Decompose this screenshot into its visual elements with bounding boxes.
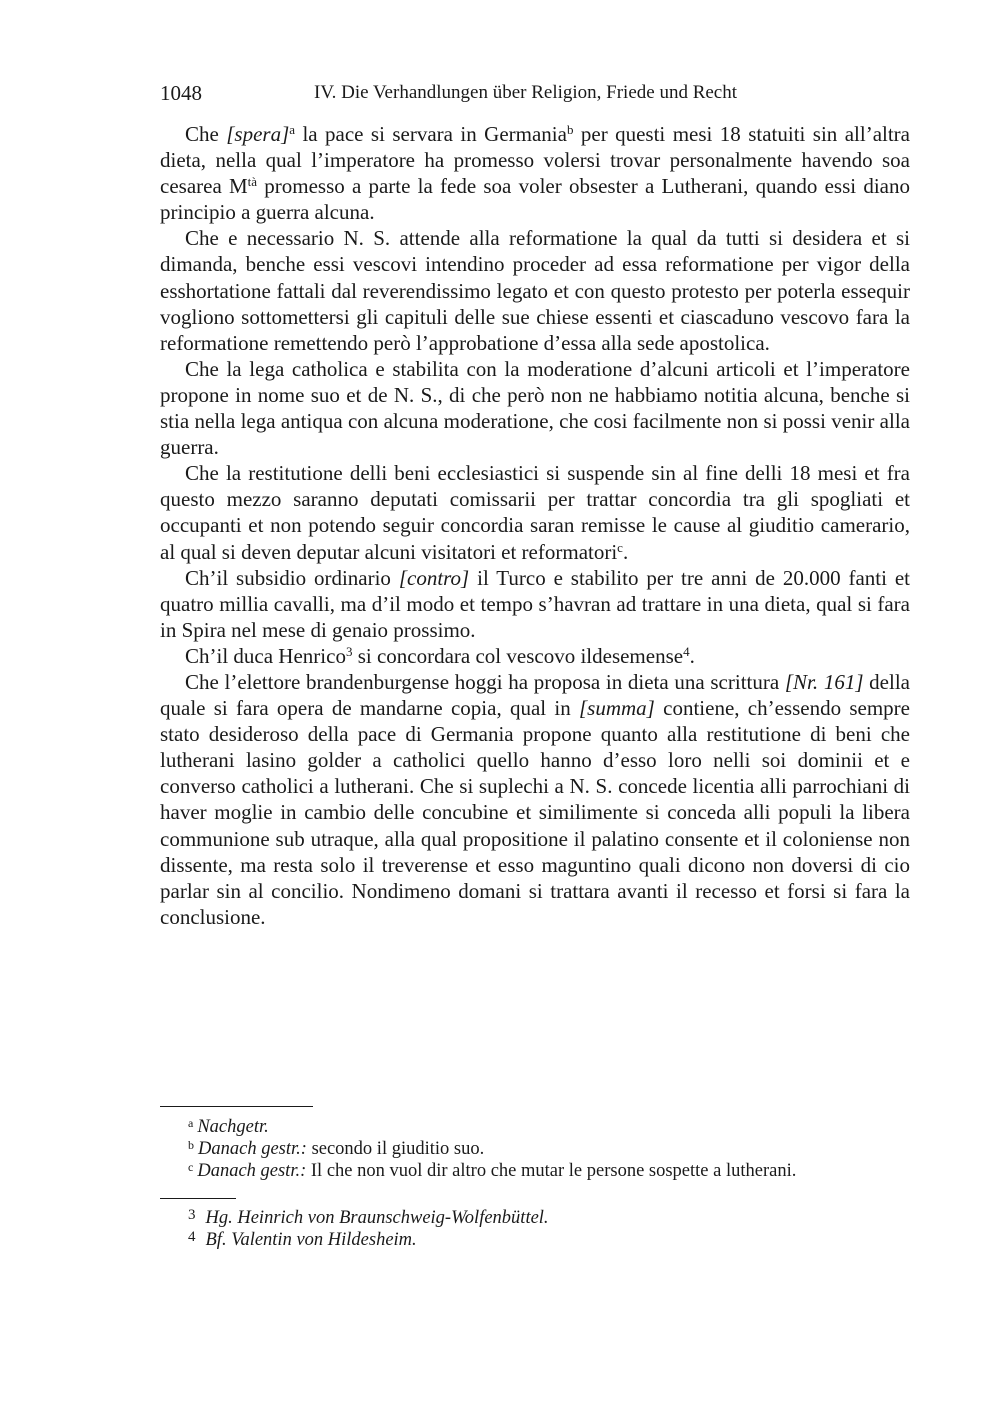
paragraph-2: Che e necessario N. S. attende alla reformatione la qual da tutti si desidera et si dimanda, benche essi vescovi intendino proceder ad essa reformatione per vigor della esshortatione fattali dal reverendissimo legato et con questo protesto per poterla essequir vogliono sottomettersi gli capituli delle sue chiese essenti et ciascaduno vescovo fara la reformatione remettendo però l’approbatione d’essa alla sede apostolica. bbox=[160, 226, 910, 355]
note-mark: b bbox=[188, 1138, 194, 1152]
text-run: si concordara col vescovo ildesemense bbox=[352, 643, 684, 668]
abbreviation-superscript: tà bbox=[247, 174, 258, 190]
footnote-divider bbox=[160, 1198, 236, 1199]
textual-note bbox=[188, 1134, 796, 1159]
text-run: la pace si servara in Germania bbox=[295, 122, 567, 146]
text-run: Che la restitutione delli beni ecclesiastici si suspende sin al fine delli 18 mesi et fra questo mezzo saranno deputati comissarii per trattar concordia tra gli spogliati et occupanti et non potendo seguir concordia saran remisse le cause al giuditio camerario, al qual si deven deputar alcuni visitatori et reformatori bbox=[160, 461, 910, 564]
note-italic: Nachgetr. bbox=[197, 1117, 269, 1137]
footnote-divider bbox=[160, 1106, 313, 1107]
note-italic: Bf. Valentin von Hildesheim. bbox=[205, 1230, 417, 1250]
note-text: secondo il giuditio suo. bbox=[306, 1139, 485, 1159]
note-italic: Danach gestr.: bbox=[197, 1161, 307, 1181]
paragraph-1 bbox=[160, 121, 910, 225]
textual-note bbox=[188, 1112, 796, 1137]
main-text bbox=[160, 121, 910, 930]
footnote-ref: 4 bbox=[683, 643, 690, 659]
textual-note bbox=[188, 1156, 797, 1181]
paragraph-3: Che la lega catholica e stabilita con la moderatione d’alcuni articoli et l’imperatore propone in nome suo et de N. S., di che però non ne habbiamo notitia alcuna, benche si stia nella lega antiqua con alcuna moderatione, che cosi facilmente non si possi venir alla guerra. bbox=[160, 356, 910, 460]
running-title: IV. Die Verhandlungen über Religion, Friede und Recht bbox=[314, 82, 738, 103]
note-mark: a bbox=[289, 122, 296, 137]
text-run: . bbox=[689, 643, 695, 668]
text-run: per questi mesi 18 statuiti sin all’altra dieta, nella qual l’imperatore ha promesso volersi trovar personalmente havendo soa cesarea M bbox=[160, 122, 910, 199]
text-run: della quale si fara opera de mandarne copia, qual in bbox=[160, 669, 910, 721]
textual-notes bbox=[188, 1112, 797, 1181]
editorial-insertion: [summa] bbox=[579, 696, 655, 721]
note-italic: Hg. Heinrich von Braunschweig-Wolfenbüttel. bbox=[205, 1208, 549, 1228]
footnote-ref: 3 bbox=[345, 643, 353, 659]
paragraph-4 bbox=[160, 460, 910, 564]
paragraph-6 bbox=[160, 643, 910, 669]
text-run: Che l’elettore brandenburgense hoggi ha proposa in dieta una scrittura bbox=[185, 669, 785, 694]
editorial-insertion: [spera] bbox=[226, 122, 290, 146]
text-run: Che bbox=[185, 122, 227, 146]
note-mark: c bbox=[617, 539, 623, 555]
text-run: il Turco e stabilito per tre anni de 20.000 fanti et quatro millia cavalli, ma d’il modo et tempo s’havran ad trattare in una dieta, qual si fara in Spira nel mese di genaio prossimo. bbox=[160, 565, 910, 642]
text-run: contiene, ch’essendo sempre stato desideroso della pace di Germania propone quanto alla restitutione di beni che lutherani lasino golder a catholici quello hanno d’esso loro nelli soi dominii et e converso catholici a lutherani. Che si suplechi a N. S. concede licentia alli parrochiani di haver moglie in cambio delle concubine et similimente si conceda alli populi la libera communione sub utraque, alla qual propositione il palatino consente et il coloniense non dissente, ma resta solo il treverense et esso maguntino quali dicono non doversi di cio parlar sin al concilio. Nondimeno domani si trattara avanti il recesso et forsi si fara la conclusione. bbox=[160, 696, 910, 929]
factual-note bbox=[188, 1226, 549, 1248]
text-run: Ch’il duca Henrico bbox=[185, 643, 346, 668]
paragraph-7 bbox=[160, 669, 910, 930]
note-text: Il che non vuol dir altro che mutar le persone sospette a lutherani. bbox=[306, 1161, 797, 1181]
note-italic: Danach gestr.: bbox=[198, 1139, 307, 1159]
factual-notes bbox=[188, 1204, 549, 1248]
note-mark: c bbox=[188, 1160, 194, 1174]
note-mark: a bbox=[188, 1116, 194, 1130]
text-run: promesso a parte la fede soa voler obsester a Lutherani, quando essi diano principio a guerra alcuna. bbox=[160, 174, 910, 225]
editorial-insertion: [contro] bbox=[398, 565, 470, 590]
text-run: Ch’il subsidio ordinario bbox=[185, 565, 399, 590]
footnote-number: 3 bbox=[188, 1207, 196, 1223]
factual-note bbox=[188, 1204, 549, 1226]
editorial-reference: [Nr. 161] bbox=[784, 669, 864, 694]
page-number: 1048 bbox=[160, 81, 202, 105]
footnote-number: 4 bbox=[188, 1229, 196, 1245]
paragraph-5 bbox=[160, 565, 910, 643]
text-run: . bbox=[622, 539, 629, 564]
note-mark: b bbox=[566, 122, 574, 137]
